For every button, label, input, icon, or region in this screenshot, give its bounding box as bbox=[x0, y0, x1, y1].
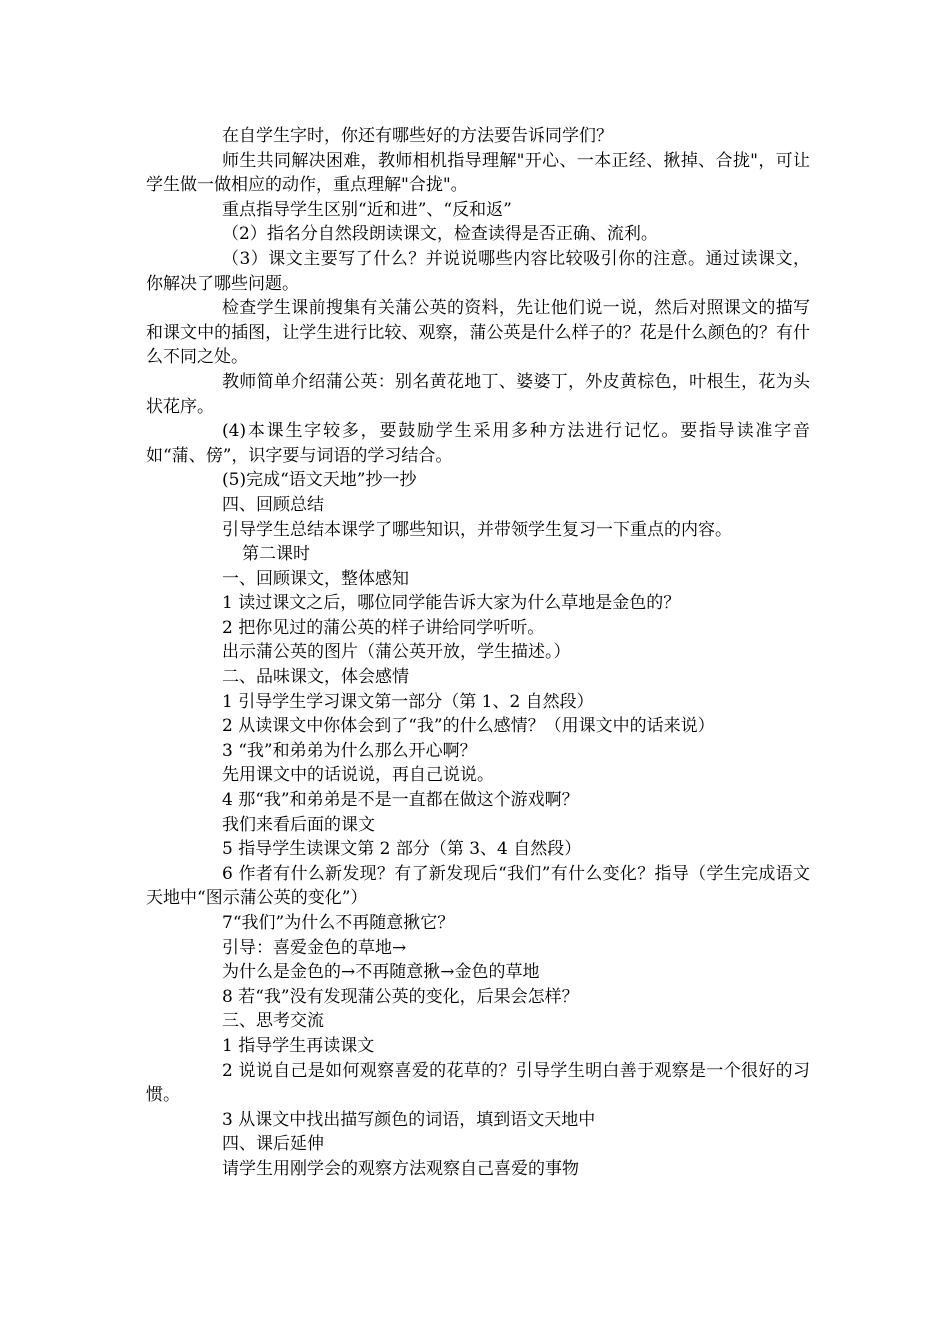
paragraph-22: 4 那“我”和弟弟是不是一直都在做这个游戏啊？ bbox=[222, 790, 579, 811]
paragraph-19: 2 从读课文中你体会到了“我”的什么感情？（用课文中的话来说） bbox=[222, 716, 715, 737]
section-heading-think-discuss: 三、思考交流 bbox=[222, 1011, 324, 1032]
paragraph-5: （3）课文主要写了什么？并说说哪些内容比较吸引你的注意。通过读课文，你解决了哪些问题。 bbox=[146, 248, 810, 294]
paragraph-27: 引导：喜爱金色的草地→ bbox=[222, 937, 407, 958]
paragraph-29: 8 若“我”没有发现蒲公英的变化，后果会怎样？ bbox=[222, 986, 579, 1007]
lesson-heading-second-period: 第二课时 bbox=[242, 544, 310, 565]
paragraph-14: 1 读过课文之后，哪位同学能告诉大家为什么草地是金色的？ bbox=[222, 593, 681, 614]
paragraph-26: 7“我们”为什么不再随意揪它？ bbox=[222, 913, 455, 933]
paragraph-21: 先用课文中的话说说，再自己说说。 bbox=[222, 765, 494, 786]
paragraph-8: (4)本课生字较多，要鼓励学生采用多种方法进行记忆。要指导读准字音如“蒲、傍”，识字要与词语的学习结合。 bbox=[146, 421, 810, 466]
paragraph-9: (5)完成“语文天地”抄一抄 bbox=[222, 470, 417, 491]
paragraph-2: 师生共同解决困难，教师相机指导理解"开心、一本正经、揪掉、合拢"，可让学生做一做相应的动作，重点理解"合拢"。 bbox=[146, 150, 810, 196]
paragraph-16: 出示蒲公英的图片（蒲公英开放，学生描述。） bbox=[222, 642, 571, 663]
section-heading-review-summary: 四、回顾总结 bbox=[222, 494, 324, 515]
paragraph-4: （2）指名分自然段朗读课文，检查读得是否正确、流利。 bbox=[222, 224, 658, 245]
paragraph-15: 2 把你见过的蒲公英的样子讲给同学听听。 bbox=[222, 617, 545, 638]
paragraph-28: 为什么是金色的→不再随意揪→金色的草地 bbox=[222, 962, 540, 983]
document-page bbox=[146, 124, 810, 1182]
section-heading-appreciate-text: 二、品味课文，体会感情 bbox=[222, 667, 409, 688]
paragraph-18: 1 引导学生学习课文第一部分（第 1、2 自然段） bbox=[222, 691, 594, 712]
paragraph-33: 3 从课文中找出描写颜色的词语，填到语文天地中 bbox=[222, 1109, 596, 1130]
paragraph-31: 1 指导学生再读课文 bbox=[222, 1035, 375, 1056]
paragraph-23: 我们来看后面的课文 bbox=[222, 814, 375, 835]
paragraph-1: 在自学生字时，你还有哪些好的方法要告诉同学们？ bbox=[222, 126, 613, 146]
paragraph-35: 请学生用刚学会的观察方法观察自己喜爱的事物 bbox=[222, 1158, 579, 1179]
paragraph-24: 5 指导学生读课文第 2 部分（第 3、4 自然段） bbox=[222, 839, 582, 860]
paragraph-11: 引导学生总结本课学了哪些知识，并带领学生复习一下重点的内容。 bbox=[222, 519, 732, 540]
paragraph-20: 3 “我”和弟弟为什么那么开心啊？ bbox=[222, 740, 477, 761]
paragraph-7: 教师简单介绍蒲公英：别名黄花地丁、婆婆丁，外皮黄棕色，叶根生，花为头状花序。 bbox=[146, 371, 810, 417]
section-heading-extension: 四、课后延伸 bbox=[222, 1134, 324, 1155]
paragraph-32: 2 说说自己是如何观察喜爱的花草的？引导学生明白善于观察是一个很好的习惯。 bbox=[146, 1060, 810, 1106]
section-heading-review-text: 一、回顾课文，整体感知 bbox=[222, 568, 409, 589]
paragraph-6: 检查学生课前搜集有关蒲公英的资料，先让他们说一说，然后对照课文的描写和课文中的插图，让学生进行比较、观察，蒲公英是什么样子的？花是什么颜色的？有什么不同之处。 bbox=[146, 298, 810, 368]
paragraph-25: 6 作者有什么新发现？有了新发现后“我们”有什么变化？指导（学生完成语文天地中“图示蒲公英的变化”） bbox=[146, 863, 810, 909]
paragraph-3: 重点指导学生区别“近和进”、“反和返” bbox=[222, 199, 512, 220]
